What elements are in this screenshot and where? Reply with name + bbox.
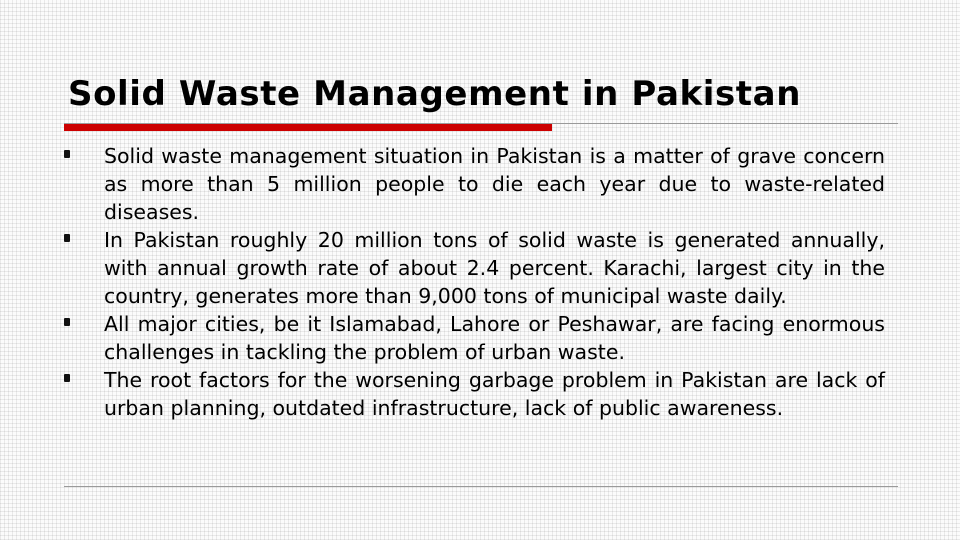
bullet-text: The root factors for the worsening garbage problem in Pakistan are lack of urban planning, outdated infrastructure, lack of public awareness. — [104, 368, 885, 420]
title-accent-bar — [64, 124, 552, 131]
bullet-item — [64, 366, 885, 422]
square-bullet-icon — [64, 374, 70, 382]
square-bullet-icon — [64, 234, 70, 242]
slide-title: Solid Waste Management in Pakistan — [68, 74, 802, 114]
bullet-item — [64, 226, 885, 310]
bullet-text: In Pakistan roughly 20 million tons of solid waste is generated annually, with annual growth rate of about 2.4 percent. Karachi, largest city in the country, generates more than 9,000 tons of municipal waste daily. — [104, 228, 885, 308]
bullet-item — [64, 310, 885, 366]
bullet-item — [64, 142, 885, 226]
bullet-text: Solid waste management situation in Pakistan is a matter of grave concern as more than 5 million people to die each year due to waste-related diseases. — [104, 144, 885, 224]
square-bullet-icon — [64, 150, 70, 158]
bullet-list — [64, 142, 885, 422]
footer-divider-line — [64, 486, 898, 487]
square-bullet-icon — [64, 318, 70, 326]
bullet-text: All major cities, be it Islamabad, Lahore or Peshawar, are facing enormous challenges in tackling the problem of urban waste. — [104, 312, 885, 364]
